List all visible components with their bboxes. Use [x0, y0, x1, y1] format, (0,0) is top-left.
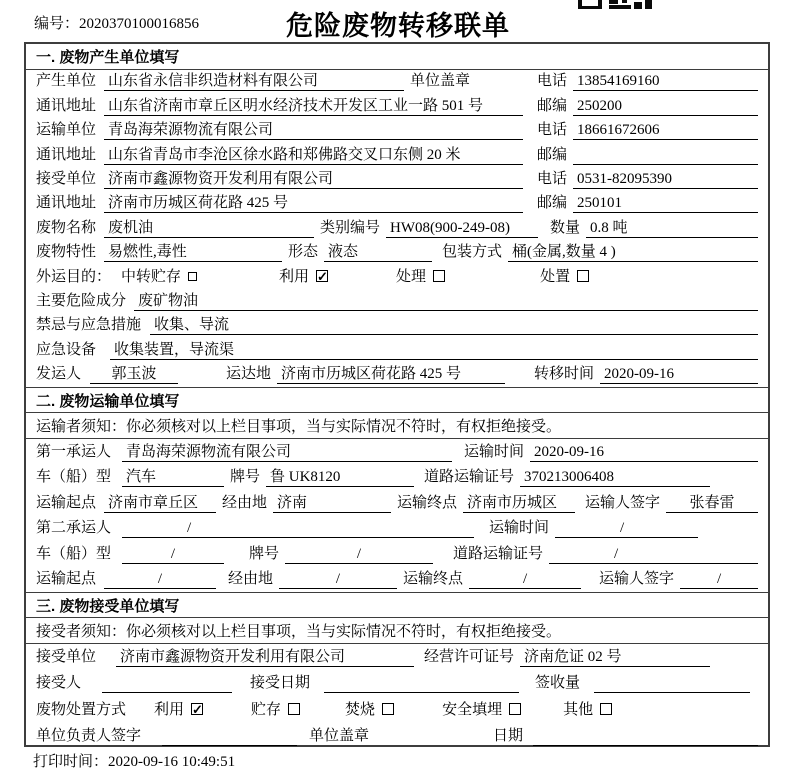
waste-name-label: 废物名称 [36, 219, 97, 236]
producer-phone-label: 电话 [536, 73, 567, 90]
origin-1-label: 运输起点 [36, 494, 97, 511]
receiver-person-row [26, 670, 768, 696]
transfer-date-label: 转移时间 [533, 366, 594, 383]
treat-checkbox [433, 270, 445, 282]
second-carrier-label: 第二承运人 [36, 520, 112, 537]
waste-property-value: 易燃性,毒性 [104, 242, 282, 262]
waste-form-label: 形态 [288, 244, 319, 261]
road-permit-2-value: / [549, 544, 758, 564]
receiver-address-row [26, 192, 768, 216]
destination-label: 运达地 [226, 366, 272, 383]
waste-quantity-label: 数量 [550, 219, 581, 236]
producer-phone-value: 13854169160 [573, 71, 758, 91]
responsible-sign-row [26, 723, 768, 749]
second-carrier-row [26, 516, 768, 542]
receive-unit-value: 济南市鑫源物资开发利用有限公司 [116, 647, 414, 667]
disposal-use-checkbox [191, 703, 203, 715]
terminal-1-label: 运输终点 [397, 494, 458, 511]
transport-time-1-label: 运输时间 [464, 443, 525, 460]
plate-no-1-value: 鲁 UK8120 [266, 467, 414, 487]
plate-no-2-label: 牌号 [249, 545, 280, 562]
disposal-method-label: 废物处置方式 [36, 701, 127, 718]
document-header [0, 0, 796, 42]
producer-zip-label: 邮编 [536, 97, 567, 114]
waste-packing-label: 包装方式 [442, 244, 503, 261]
transporter-phone-value: 18661672606 [573, 120, 758, 140]
dispose-checkbox [577, 270, 589, 282]
terminal-2-value: / [469, 569, 581, 589]
transporter-zip-label: 邮编 [536, 146, 567, 163]
via-2-label: 经由地 [228, 571, 274, 588]
receiver-zip-value: 250101 [573, 193, 758, 213]
terminal-1-value: 济南市历城区 [463, 493, 575, 513]
license-no-value: 济南危证 02 号 [520, 647, 710, 667]
responsible-sign-label: 单位负责人签字 [36, 727, 142, 744]
transport-time-2-label: 运输时间 [489, 520, 550, 537]
option-transit-storage-label: 中转贮存 [121, 268, 182, 285]
origin-1-value: 济南市章丘区 [104, 493, 216, 513]
responsible-sign-value [162, 726, 297, 746]
transporter-address-value: 山东省青岛市李沧区徐水路和郑佛路交叉口东侧 20 米 [104, 145, 523, 165]
section-1-header: 一. 废物产生单位填写 [26, 44, 768, 70]
doc-number-value: 2020370100016856 [79, 16, 200, 32]
option-incinerate-label: 焚烧 [345, 701, 376, 718]
waste-name-row [26, 216, 768, 240]
receive-date-value [324, 673, 519, 693]
option-dispose [540, 267, 589, 287]
print-time-value: 2020-09-16 10:49:51 [108, 754, 236, 768]
transfer-purpose-row [26, 265, 768, 289]
section-3-header: 三. 废物接受单位填写 [26, 592, 768, 618]
producer-address-row [26, 94, 768, 118]
date-label: 日期 [492, 727, 523, 744]
emergency-measures-row [26, 314, 768, 338]
waste-form-value: 液态 [324, 242, 432, 262]
receiver-phone-label: 电话 [536, 170, 567, 187]
transport-time-1-value: 2020-09-16 [530, 442, 758, 462]
producer-address-label: 通讯地址 [36, 97, 97, 114]
producer-zip-value: 250200 [573, 96, 758, 116]
carrier-sign-2-label: 运输人签字 [599, 571, 675, 588]
waste-name-value: 废机油 [104, 218, 314, 238]
producer-seal-label: 单位盖章 [410, 73, 471, 90]
hazard-component-value: 废矿物油 [134, 291, 758, 311]
received-amount-label: 签收量 [535, 675, 581, 692]
option-dispose-label: 处置 [540, 268, 571, 285]
emergency-measures-label: 禁忌与应急措施 [36, 317, 142, 334]
producer-unit-row [26, 70, 768, 94]
option-incinerate [345, 700, 394, 720]
transporter-address-row [26, 143, 768, 167]
transporter-notice: 运输者须知：你必须核对以上栏目事项，当与实际情况不符时，有权拒绝接受。 [26, 413, 768, 439]
landfill-checkbox [509, 703, 521, 715]
print-time-label: 打印时间： [33, 754, 109, 768]
option-landfill [442, 700, 521, 720]
receiver-person-label: 接受人 [36, 675, 82, 692]
vehicle-2-row [26, 541, 768, 567]
disposal-method-row [26, 696, 768, 722]
option-use-label: 利用 [279, 268, 310, 285]
vehicle-type-2-label: 车（船）型 [36, 545, 112, 562]
page-title: 危险废物转移联单 [286, 11, 510, 41]
carrier-sign-1-value: 张春雷 [666, 493, 758, 513]
option-storage-label: 贮存 [251, 701, 282, 718]
via-1-label: 经由地 [222, 494, 268, 511]
via-2-value: / [279, 569, 397, 589]
receiver-phone-value: 0531-82095390 [573, 169, 758, 189]
transport-time-2-value: / [555, 518, 698, 538]
license-no-label: 经营许可证号 [424, 649, 515, 666]
receiver-zip-label: 邮编 [536, 195, 567, 212]
road-permit-1-label: 道路运输证号 [424, 469, 515, 486]
terminal-2-label: 运输终点 [403, 571, 464, 588]
receiver-unit-value: 济南市鑫源物资开发利用有限公司 [104, 169, 523, 189]
producer-unit-value: 山东省永信非织造材料有限公司 [104, 71, 404, 91]
receive-date-label: 接受日期 [250, 675, 311, 692]
producer-unit-label: 产生单位 [36, 73, 97, 90]
first-carrier-value: 青岛海荣源物流有限公司 [122, 442, 452, 462]
option-other [563, 700, 612, 720]
producer-address-value: 山东省济南市章丘区明水经济技术开发区工业一路 501 号 [104, 96, 523, 116]
other-checkbox [600, 703, 612, 715]
incinerate-checkbox [382, 703, 394, 715]
receiver-notice: 接受者须知：你必须核对以上栏目事项，当与实际情况不符时，有权拒绝接受。 [26, 618, 768, 644]
carrier-sign-2-value: / [680, 569, 758, 589]
waste-code-label: 类别编号 [320, 219, 381, 236]
destination-value: 济南市历城区荷花路 425 号 [277, 364, 505, 384]
via-1-value: 济南 [273, 493, 391, 513]
waste-property-label: 废物特性 [36, 244, 97, 261]
emergency-measures-value: 收集、导流 [150, 315, 758, 335]
transfer-purpose-label: 外运目的： [36, 268, 112, 285]
doc-number-label: 编号： [34, 16, 80, 32]
road-permit-2-label: 道路运输证号 [453, 545, 544, 562]
plate-no-2-value: / [285, 544, 433, 564]
route-2-row [26, 567, 768, 593]
waste-property-row [26, 241, 768, 265]
emergency-equipment-row [26, 338, 768, 362]
option-treat-label: 处理 [396, 268, 427, 285]
receiver-unit-row [26, 168, 768, 192]
vehicle-type-2-value: / [122, 544, 224, 564]
option-use [279, 267, 328, 287]
hazard-component-row [26, 290, 768, 314]
vehicle-1-row [26, 465, 768, 491]
received-amount-value [594, 673, 750, 693]
option-landfill-label: 安全填埋 [442, 701, 503, 718]
carrier-sign-1-label: 运输人签字 [585, 494, 661, 511]
hazard-component-label: 主要危险成分 [36, 292, 127, 309]
origin-2-value: / [104, 569, 216, 589]
first-carrier-label: 第一承运人 [36, 443, 112, 460]
option-other-label: 其他 [563, 701, 594, 718]
transporter-unit-label: 运输单位 [36, 122, 97, 139]
transporter-address-label: 通讯地址 [36, 146, 97, 163]
receive-unit-label: 接受单位 [36, 649, 97, 666]
waste-packing-value: 桶(金属,数量 4 ) [508, 242, 758, 262]
consignor-value: 郭玉波 [90, 364, 178, 384]
date-value [533, 726, 758, 746]
road-permit-1-value: 370213006408 [520, 467, 710, 487]
receiver-address-label: 通讯地址 [36, 195, 97, 212]
print-time [33, 750, 235, 768]
plate-no-1-label: 牌号 [230, 469, 261, 486]
use-checkbox [316, 270, 328, 282]
transporter-unit-row [26, 119, 768, 143]
receiver-address-value: 济南市历城区荷花路 425 号 [104, 193, 523, 213]
section-2-header: 二. 废物运输单位填写 [26, 387, 768, 413]
emergency-equipment-label: 应急设备 [36, 341, 97, 358]
storage-checkbox [288, 703, 300, 715]
transit-storage-checkbox [188, 272, 197, 281]
option-treat [396, 267, 445, 287]
route-1-row [26, 490, 768, 516]
option-storage [251, 700, 300, 720]
waste-quantity-value: 0.8 吨 [586, 218, 758, 238]
vehicle-type-1-value: 汽车 [122, 467, 224, 487]
transporter-phone-label: 电话 [536, 122, 567, 139]
receiver-unit-label: 接受单位 [36, 170, 97, 187]
receive-unit-row [26, 644, 768, 670]
transporter-zip-value [573, 145, 758, 165]
first-carrier-row [26, 439, 768, 465]
qr-code-fragment-icon [578, 0, 652, 9]
transporter-unit-value: 青岛海荣源物流有限公司 [104, 120, 523, 140]
consignor-row [26, 363, 768, 387]
receiver-person-value [102, 673, 232, 693]
option-transit-storage [121, 267, 197, 287]
vehicle-type-1-label: 车（船）型 [36, 469, 112, 486]
origin-2-label: 运输起点 [36, 571, 97, 588]
unit-seal-label: 单位盖章 [309, 727, 370, 744]
waste-code-value: HW08(900-249-08) [386, 218, 538, 238]
transfer-date-value: 2020-09-16 [600, 364, 758, 384]
manifest-form [24, 42, 770, 747]
emergency-equipment-value: 收集装置，导流渠 [110, 340, 758, 360]
option-disposal-use [154, 700, 203, 720]
consignor-label: 发运人 [36, 366, 82, 383]
option-disposal-use-label: 利用 [154, 701, 185, 718]
second-carrier-value: / [122, 518, 474, 538]
